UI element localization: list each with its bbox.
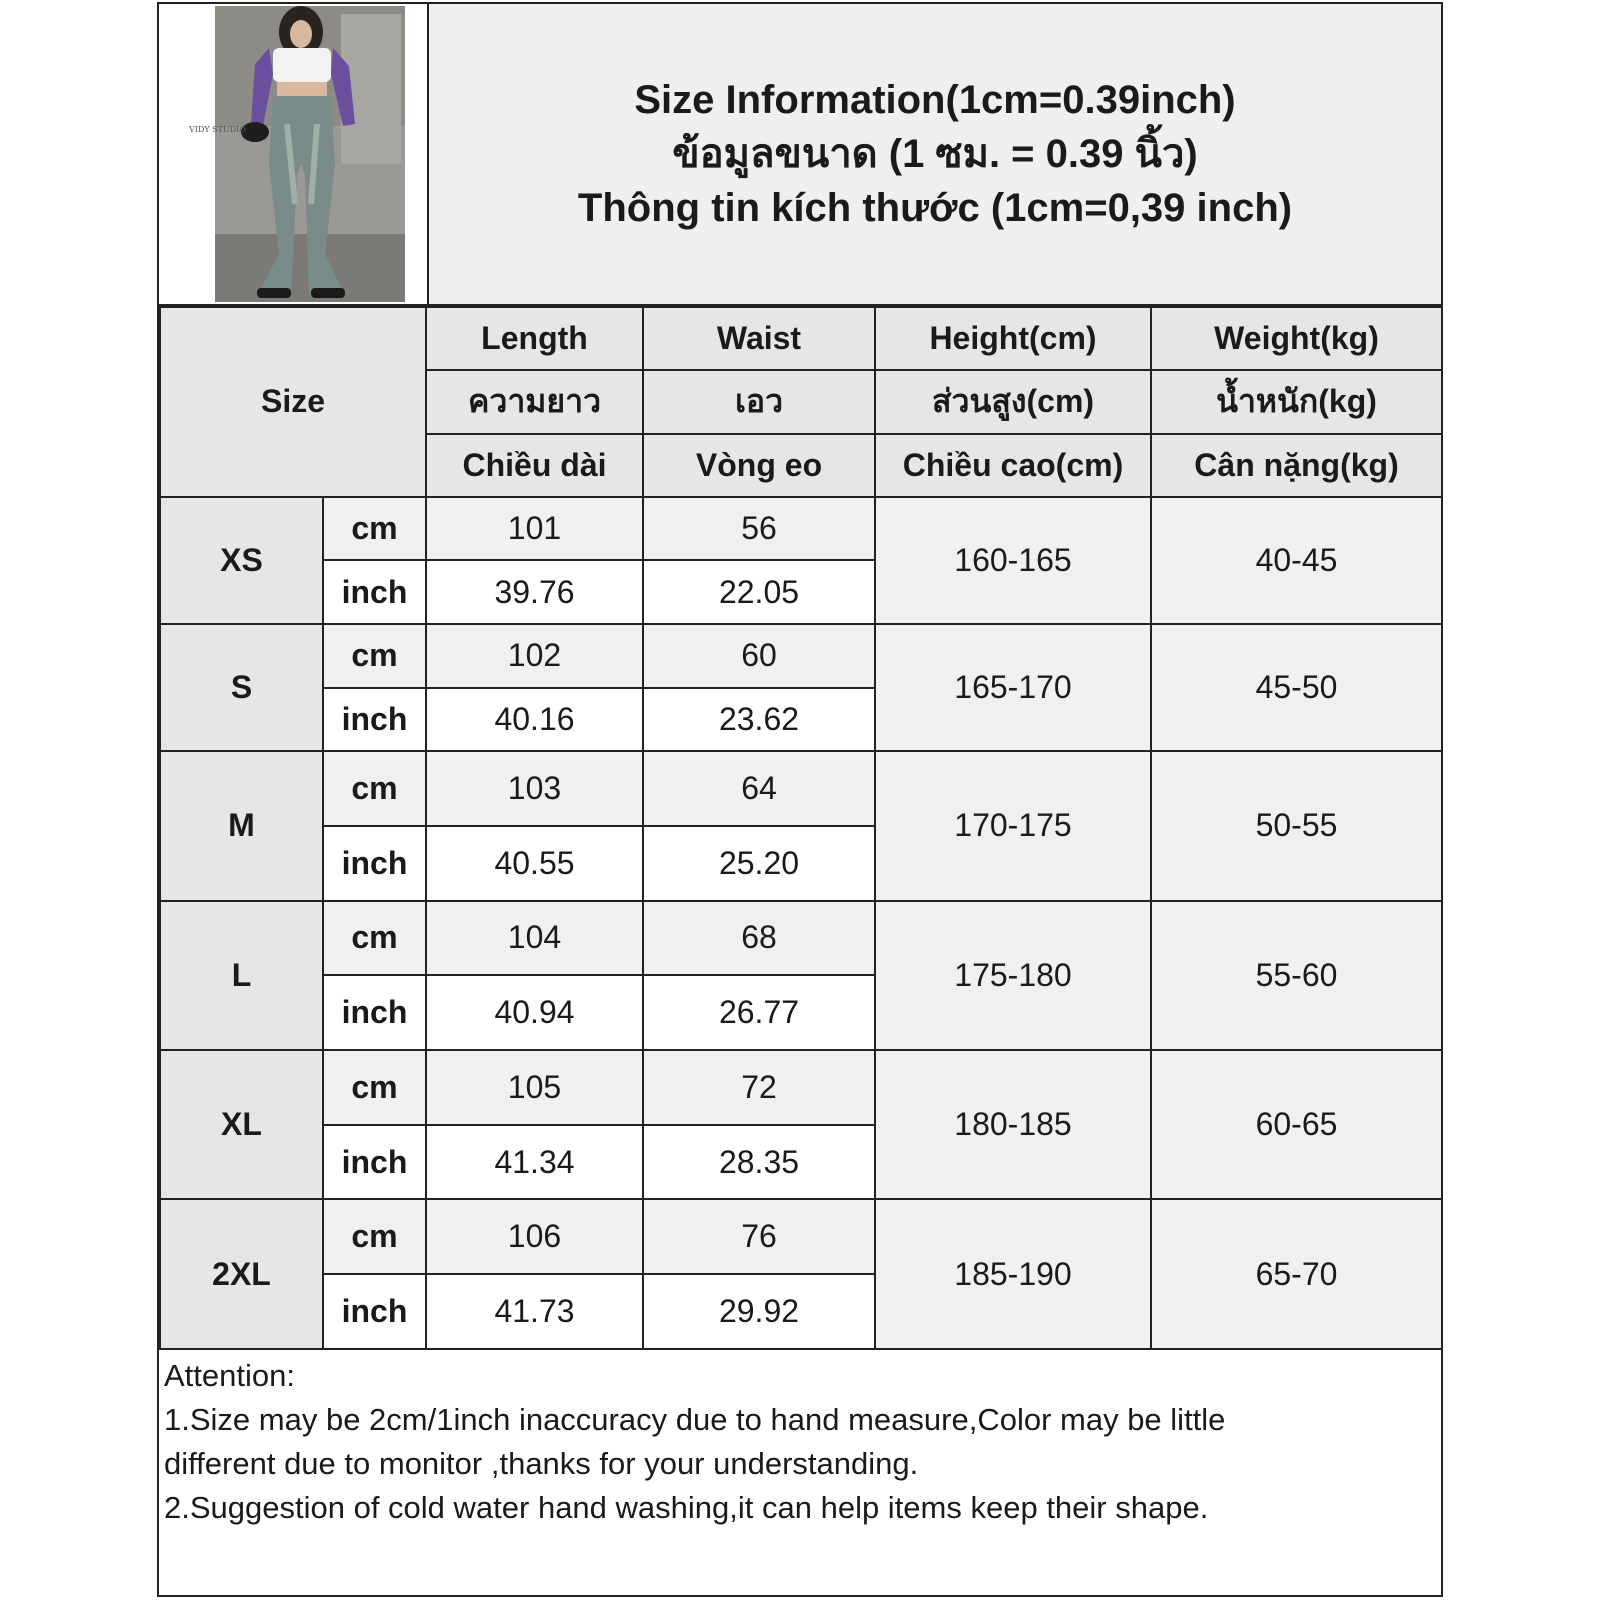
waist-inch: 26.77	[643, 975, 875, 1050]
length-header-en: Length	[426, 307, 643, 370]
height-range: 175-180	[875, 901, 1151, 1050]
height-header-en: Height(cm)	[875, 307, 1151, 370]
height-range: 180-185	[875, 1050, 1151, 1199]
height-header-vi: Chiều cao(cm)	[875, 434, 1151, 497]
length-cm: 105	[426, 1050, 643, 1125]
unit-cm: cm	[323, 1050, 426, 1125]
height-header-th: ส่วนสูง(cm)	[875, 370, 1151, 435]
waist-cm: 72	[643, 1050, 875, 1125]
size-label: 2XL	[160, 1199, 323, 1349]
waist-inch: 29.92	[643, 1274, 875, 1349]
title-thai: ข้อมูลขนาด (1 ซม. = 0.39 นิ้ว)	[672, 132, 1198, 176]
attention-notes	[164, 1354, 1434, 1530]
waist-header-th: เอว	[643, 370, 875, 435]
size-information-title	[429, 4, 1441, 306]
weight-range: 50-55	[1151, 751, 1442, 900]
product-photo	[159, 4, 429, 306]
length-inch: 41.34	[426, 1125, 643, 1200]
size-header: Size	[160, 307, 426, 497]
weight-range: 65-70	[1151, 1199, 1442, 1349]
waist-inch: 28.35	[643, 1125, 875, 1200]
waist-inch: 22.05	[643, 560, 875, 624]
length-header-th: ความยาว	[426, 370, 643, 435]
title-english: Size Information(1cm=0.39inch)	[634, 78, 1236, 122]
photo-watermark: VIDY STUDIO	[189, 125, 246, 134]
length-cm: 101	[426, 497, 643, 561]
table-row	[160, 901, 1442, 976]
size-label: L	[160, 901, 323, 1050]
title-vietnamese: Thông tin kích thước (1cm=0,39 inch)	[577, 186, 1293, 230]
height-range: 185-190	[875, 1199, 1151, 1349]
attention-note-2: 2.Suggestion of cold water hand washing,it can help items keep their shape.	[164, 1490, 1209, 1525]
unit-inch: inch	[323, 560, 426, 624]
length-inch: 39.76	[426, 560, 643, 624]
table-row	[160, 624, 1442, 688]
table-row	[160, 751, 1442, 826]
waist-inch: 25.20	[643, 826, 875, 901]
waist-cm: 76	[643, 1199, 875, 1274]
weight-range: 60-65	[1151, 1050, 1442, 1199]
unit-cm: cm	[323, 624, 426, 688]
attention-note-1a: 1.Size may be 2cm/1inch inaccuracy due to hand measure,Color may be little	[164, 1402, 1226, 1437]
weight-header-en: Weight(kg)	[1151, 307, 1442, 370]
length-inch: 41.73	[426, 1274, 643, 1349]
length-inch: 40.55	[426, 826, 643, 901]
waist-header-en: Waist	[643, 307, 875, 370]
height-range: 160-165	[875, 497, 1151, 624]
size-label: M	[160, 751, 323, 900]
length-cm: 102	[426, 624, 643, 688]
size-label: XS	[160, 497, 323, 624]
length-cm: 104	[426, 901, 643, 976]
weight-header-vi: Cân nặng(kg)	[1151, 434, 1442, 497]
unit-inch: inch	[323, 1274, 426, 1349]
length-header-vi: Chiều dài	[426, 434, 643, 497]
unit-cm: cm	[323, 751, 426, 826]
weight-range: 40-45	[1151, 497, 1442, 624]
weight-range: 45-50	[1151, 624, 1442, 751]
unit-inch: inch	[323, 975, 426, 1050]
model-wearing-flare-jeans-image	[159, 4, 425, 302]
table-row	[160, 1050, 1442, 1125]
waist-inch: 23.62	[643, 688, 875, 752]
unit-inch: inch	[323, 1125, 426, 1200]
attention-heading: Attention:	[164, 1358, 295, 1393]
waist-cm: 68	[643, 901, 875, 976]
weight-range: 55-60	[1151, 901, 1442, 1050]
attention-note-1b: different due to monitor ,thanks for your understanding.	[164, 1446, 919, 1481]
size-table	[159, 306, 1443, 1350]
waist-cm: 64	[643, 751, 875, 826]
waist-header-vi: Vòng eo	[643, 434, 875, 497]
unit-inch: inch	[323, 688, 426, 752]
unit-cm: cm	[323, 1199, 426, 1274]
unit-inch: inch	[323, 826, 426, 901]
unit-cm: cm	[323, 901, 426, 976]
size-label: S	[160, 624, 323, 751]
length-inch: 40.94	[426, 975, 643, 1050]
length-cm: 106	[426, 1199, 643, 1274]
length-cm: 103	[426, 751, 643, 826]
table-row	[160, 497, 1442, 561]
length-inch: 40.16	[426, 688, 643, 752]
waist-cm: 56	[643, 497, 875, 561]
table-row	[160, 1199, 1442, 1274]
size-label: XL	[160, 1050, 323, 1199]
height-range: 170-175	[875, 751, 1151, 900]
waist-cm: 60	[643, 624, 875, 688]
unit-cm: cm	[323, 497, 426, 561]
weight-header-th: น้ำหนัก(kg)	[1151, 370, 1442, 435]
height-range: 165-170	[875, 624, 1151, 751]
